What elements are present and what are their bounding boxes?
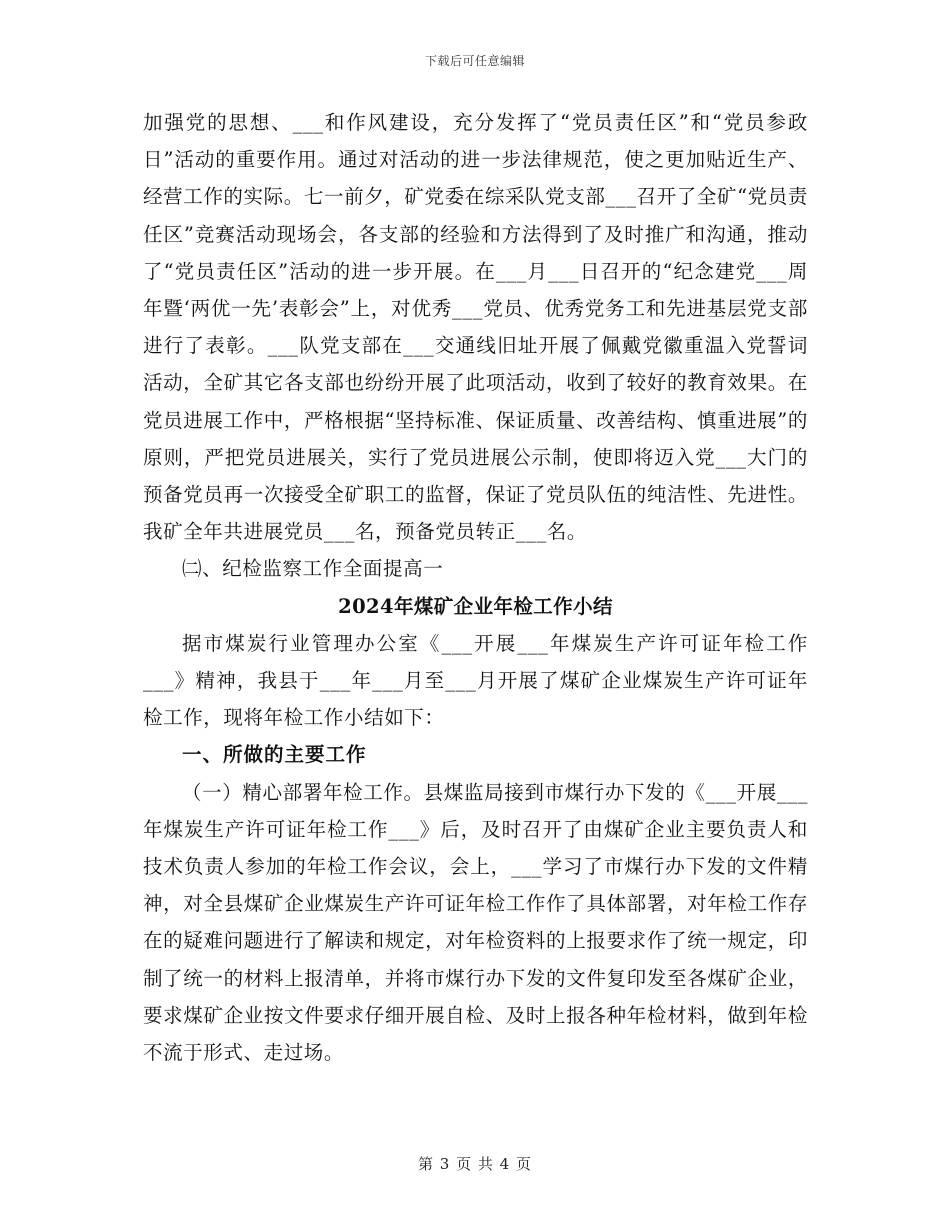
document-title: 2024年煤矿企业年检工作小结 [338, 594, 613, 618]
paragraph-deployment: （一）精心部署年检工作。县煤监局接到市煤行办下发的《___开展___年煤炭生产许可证年检工作___》后，及时召开了由煤矿企业主要负责人和技术负责人参加的年检工作会议，会上，___学习了市煤行办下发的文件精神，对全县煤矿企业煤炭生产许可证年检工作作了具体部署，对年检工作存在的疑难问题进行了解读和规定，对年检资料的上报要求作了统一规定，印制了统一的材料上报清单，并将市煤行办下发的文件复印发至各煤矿企业，要求煤矿企业按文件要求仔细开展自检、及时上报各种年检材料，做到年检不流于形式、走过场。 [143, 780, 808, 1065]
section-heading-main-work: 一、所做的主要工作 [182, 743, 367, 767]
document-body [143, 104, 808, 1071]
page-number: 第 3 页 共 4 页 [418, 1155, 532, 1173]
paragraph-introduction: 据市煤炭行业管理办公室《___开展___年煤炭生产许可证年检工作___》精神，我县于___年___月至___月开展了煤矿企业煤炭生产许可证年检工作，现将年检工作小结如下： [143, 631, 808, 730]
paragraph-discipline-inspection: ㈡、纪检监察工作全面提高一 [182, 557, 444, 581]
page-header: 下载后可任意编辑 [424, 54, 525, 68]
paragraph-party-building: 加强党的思想、___和作风建设，充分发挥了“党员责任区”和“党员参政日”活动的重要作用。通过对活动的进一步法律规范，使之更加贴近生产、经营工作的实际。七一前夕，矿党委在综采队党支部___召开了全矿“党员责任区”竞赛活动现场会，各支部的经验和方法得到了及时推广和沟通，推动了“党员责任区”活动的进一步开展。在___月___日召开的“纪念建党___周年暨‘两优一先’表彰会”上，对优秀___党员、优秀党务工和先进基层党支部进行了表彰。___队党支部在___交通线旧址开展了佩戴党徽重温入党誓词活动，全矿其它各支部也纷纷开展了此项活动，收到了较好的教育效果。在党员进展工作中，严格根据“坚持标准、保证质量、改善结构、慎重进展”的原则，严把党员进展关，实行了党员进展公示制，使即将迈入党___大门的预备党员再一次接受全矿职工的监督，保证了党员队伍的纯洁性、先进性。我矿全年共进展党员___名，预备党员转正___名。 [143, 111, 808, 544]
